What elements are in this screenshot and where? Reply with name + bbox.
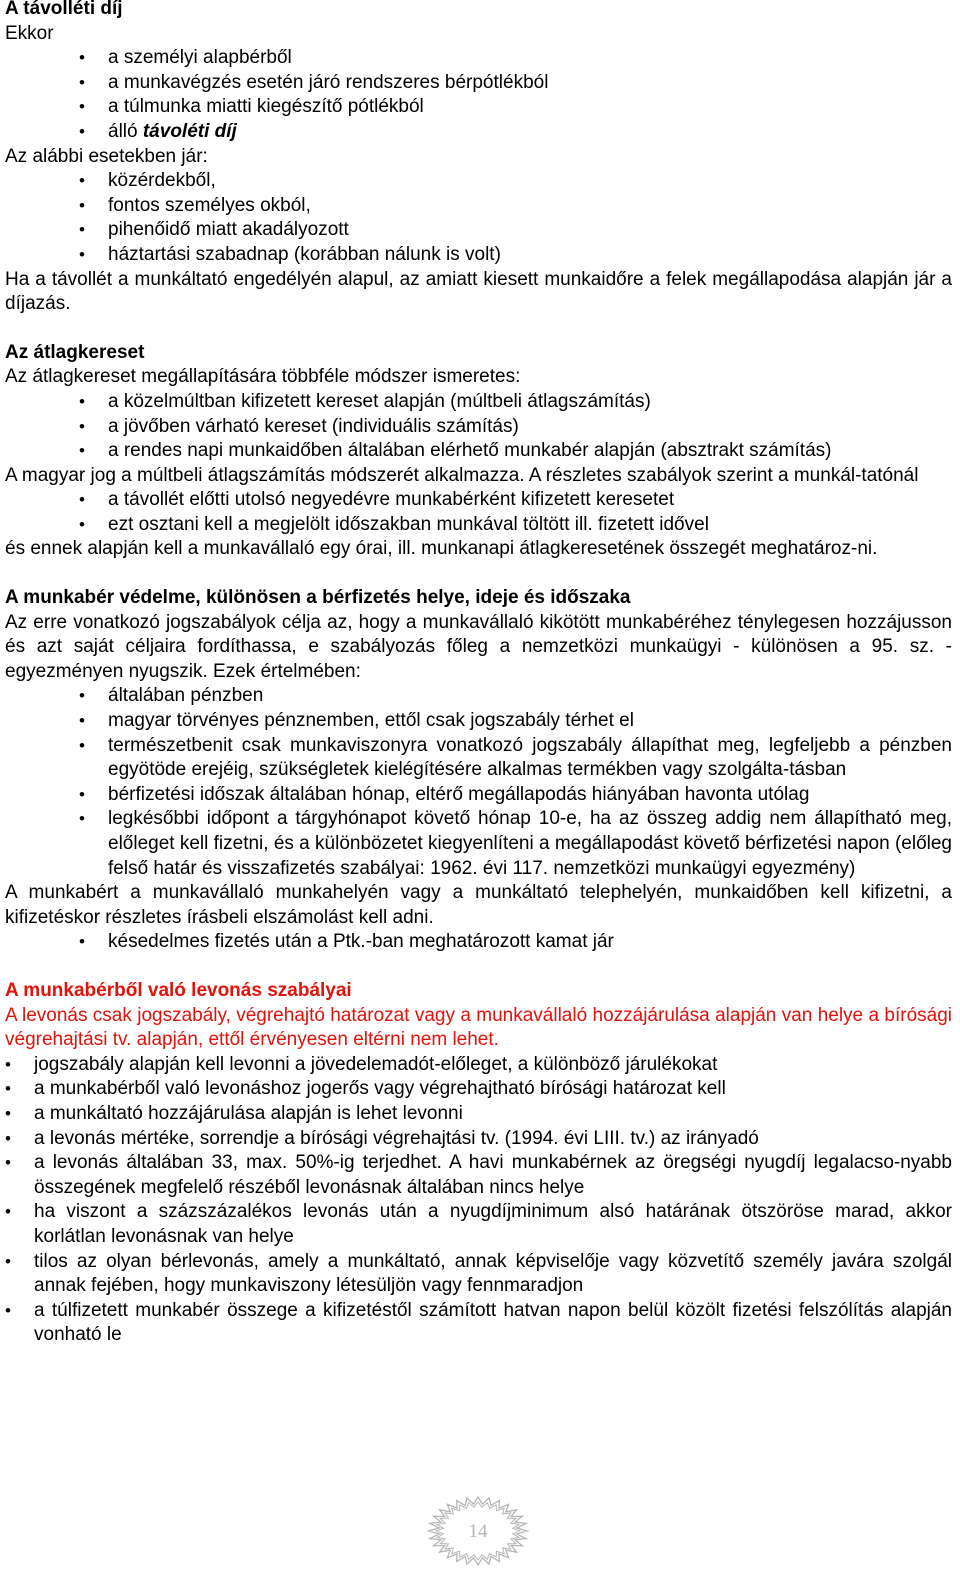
list-item: • a személyi alapbérből [5, 46, 952, 71]
list-item: • a túlmunka miatti kiegészítő pótlékból [5, 95, 952, 120]
list-item: • ha viszont a százszázalékos levonás után a nyugdíjminimum alsó határának ötszöröse marad, akkor korlátlan levonásnak van helye [5, 1200, 952, 1249]
list-item: • a túlfizetett munkabér összege a kifizetéstől számított hatvan napon belül közölt fizetési felszólítás alapján vonható le [5, 1299, 952, 1348]
list-item: • általában pénzben [5, 684, 952, 709]
paragraph-average-earnings: és ennek alapján kell a munkavállaló egy órai, ill. munkanapi átlagkeresetének összegét meghatároz-ni. [5, 538, 878, 560]
starburst-icon [426, 1495, 530, 1567]
list-item: • háztartási szabadnap (korábban nálunk is volt) [5, 243, 952, 268]
document-body [5, 0, 952, 1348]
list-item: • közérdekből, [5, 169, 952, 194]
emphasized-term: távoléti díj [142, 120, 237, 142]
section-heading-deductions: A munkabérből való levonás szabályai [5, 979, 352, 1001]
list-item: • késedelmes fizetés után a Ptk.-ban meghatározott kamat jár [5, 930, 952, 955]
list-item: • a jövőben várható kereset (individuális számítás) [5, 415, 952, 440]
list-item: • fontos személyes okból, [5, 194, 952, 219]
list-item: • a távollét előtti utolsó negyedévre munkabérként kifizetett keresetet [5, 488, 952, 513]
section-heading-atlagkereset: Az átlagkereset [5, 341, 145, 363]
bullet-list-payment-rules [5, 684, 952, 881]
bullet-list-calculation [5, 488, 952, 537]
paragraph-ekkor: Ekkor [5, 22, 54, 44]
list-item: • jogszabály alapján kell levonni a jövedelemadót-előleget, a különböző járulékokat [5, 1053, 952, 1078]
page-number-badge [426, 1495, 530, 1567]
list-item [5, 120, 952, 145]
list-item: • a munkabérből való levonáshoz jogerős vagy végrehajtható bírósági határozat kell [5, 1077, 952, 1102]
list-item: • bérfizetési időszak általában hónap, eltérő megállapodás hiányában havonta utólag [5, 783, 952, 808]
list-item: • ezt osztani kell a megjelölt időszakban munkával töltött ill. fizetett idővel [5, 513, 952, 538]
list-item: • a közelmúltban kifizetett kereset alapján (múltbeli átlagszámítás) [5, 390, 952, 415]
paragraph-deductions: A levonás csak jogszabály, végrehajtó határozat vagy a munkavállaló hozzájárulása alapján van helye a bírósági végrehajtási tv. alapján, ettől érvényesen eltérni nem lehet. [5, 1004, 952, 1051]
list-item: • pihenőidő miatt akadályozott [5, 218, 952, 243]
list-item: • a munkáltató hozzájárulása alapján is lehet levonni [5, 1102, 952, 1127]
bullet-list-pay-components [5, 46, 952, 144]
paragraph-cases-intro: Az alábbi esetekben jár: [5, 145, 208, 167]
list-item: • legkésőbbi időpont a tárgyhónapot követő hónap 10-e, ha az összeg addig nem állapítható meg, előleget kell fizetni, és a különbözetet kiegyenlíteni a megállapodást követő bérfizetési napon (előleg felső határ és visszafizetés szabályai: 1962. évi 117. nemzetközi munkaügyi egyezmény) [5, 807, 952, 881]
list-item-text: álló [108, 120, 143, 142]
list-item: • a munkavégzés esetén járó rendszeres bérpótlékból [5, 71, 952, 96]
bullet-list-cases [5, 169, 952, 267]
bullet-list-methods [5, 390, 952, 464]
section-heading-wage-protection: A munkabér védelme, különösen a bérfizetés helye, ideje és időszaka [5, 587, 631, 609]
paragraph-payment-place: A munkabért a munkavállaló munkahelyén vagy a munkáltató telephelyén, munkaidőben kell kifizetni, a kifizetéskor részletes írásbeli elszámolást kell adni. [5, 882, 952, 928]
list-item: • a levonás mértéke, sorrendje a bírósági végrehajtási tv. (1994. évi LIII. tv.) az irányadó [5, 1127, 952, 1152]
list-item: • magyar törvényes pénznemben, ettől csak jogszabály térhet el [5, 709, 952, 734]
list-item: • tilos az olyan bérlevonás, amely a munkáltató, annak képviselője vagy közvetítő személy javára szolgál annak fejében, hogy munkaviszony létesüljön vagy fennmaradjon [5, 1250, 952, 1299]
bullet-list-late-payment [5, 930, 952, 955]
list-item: • a levonás általában 33, max. 50%-ig terjedhet. A havi munkabérnek az öregségi nyugdíj legalacso-nyabb összegének megfelelő részéből levonásnak általában nincs helye [5, 1151, 952, 1200]
paragraph-hungarian-law: A magyar jog a múltbeli átlagszámítás módszerét alkalmazza. A részletes szabályok szerint a munkál-tatónál [5, 464, 919, 486]
paragraph-methods-intro: Az átlagkereset megállapítására többféle módszer ismeretes: [5, 366, 521, 388]
page-number: 14 [468, 1521, 488, 1542]
list-item: • természetbenit csak munkaviszonyra vonatkozó jogszabály állapíthat meg, legfeljebb a pénzben egyötöde erejéig, szükségletek kielégítésére alkalmas termékben vagy szolgálta-tásban [5, 734, 952, 783]
section-heading-tavolleti-dij: A távolléti díj [5, 0, 123, 19]
list-item: • a rendes napi munkaidőben általában elérhető munkabér alapján (absztrakt számítás) [5, 439, 952, 464]
paragraph-wage-protection: Az erre vonatkozó jogszabályok célja az, hogy a munkavállaló kikötött munkabéréhez ténylegesen hozzájusson és azt saját céljaira fordíthassa, e szabályozás főleg a nemzetközi munkaügyi - különösen a 95. sz. - egyezményen nyugszik. Ezek értelmében: [5, 611, 952, 682]
paragraph-absence-payment: Ha a távollét a munkáltató engedélyén alapul, az amiatt kiesett munkaidőre a felek megállapodása alapján jár a díjazás. [5, 268, 952, 315]
bullet-list-deduction-rules [5, 1053, 952, 1348]
